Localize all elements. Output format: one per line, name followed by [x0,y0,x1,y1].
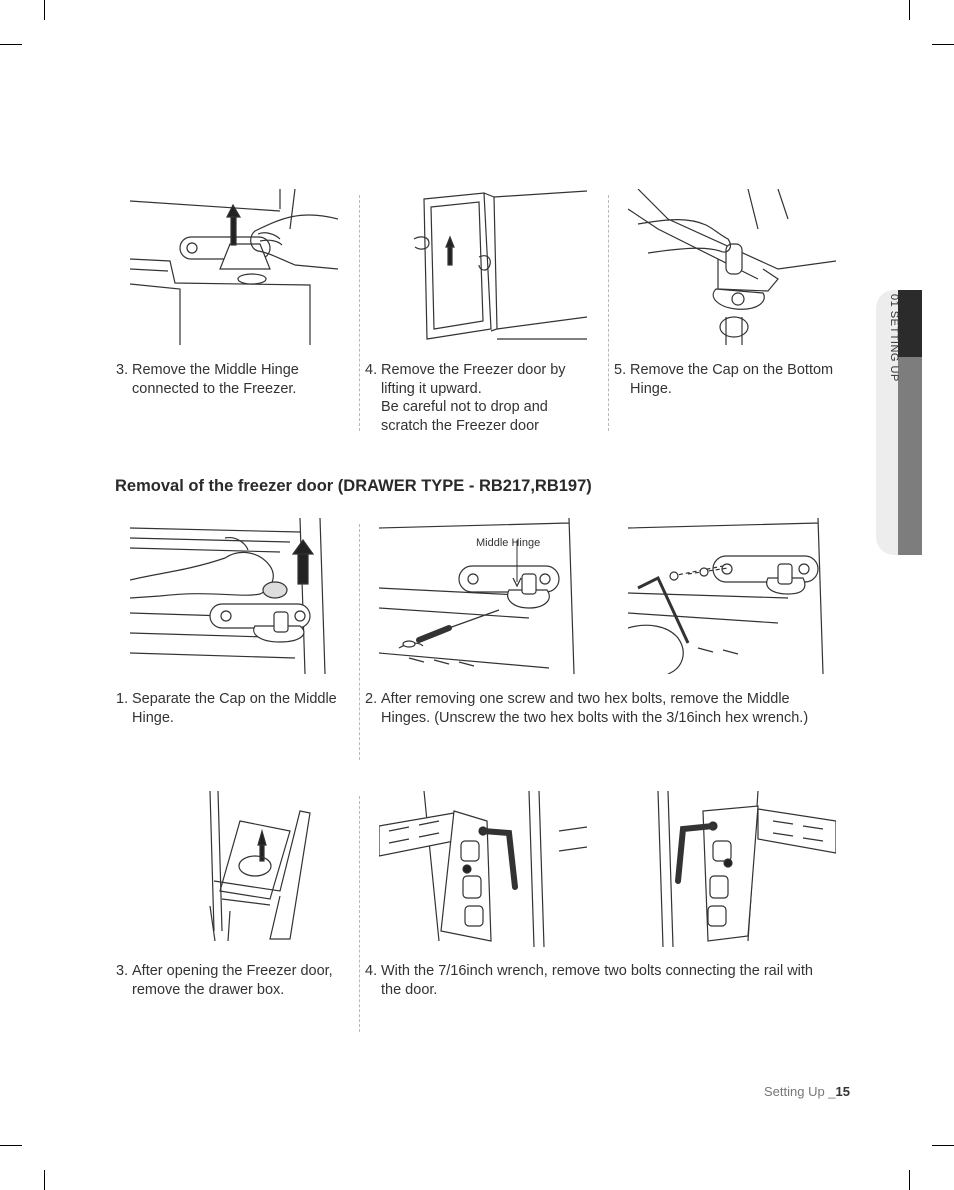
step-number: 3. [116,362,129,378]
page-footer [764,1084,850,1099]
column-divider [359,796,360,1032]
step-text: With the 7/16inch wrench, remove two bolts connecting the rail with the door. [381,963,813,998]
figure-rail-bolts-right [628,791,836,947]
top-step-5 [614,361,854,398]
figure-hex-wrench-bolts [628,518,836,674]
step-number: 5. [614,362,627,378]
side-tab-grey-bar [898,357,922,555]
section-title: Removal of the freezer door (DRAWER TYPE - RB217,RB197) [115,477,592,495]
figure-lift-freezer-door [379,189,587,345]
step-text: After removing one screw and two hex bolts, remove the Middle Hinges. (Unscrew the two hex bolts with the 3/16inch hex wrench.) [381,691,809,726]
step-number: 1. [116,691,129,707]
step-number: 4. [365,963,378,979]
page-number: 15 [835,1084,850,1099]
top-step-4 [365,361,595,435]
drawer-step-1 [116,690,351,727]
step-number: 2. [365,691,378,707]
drawer-step-4 [365,962,845,999]
side-tab-label: 01 SETTING UP [888,294,900,382]
figure-remove-drawer-box [130,791,338,947]
footer-section: Setting Up _ [763,1084,836,1099]
step-number: 4. [365,362,378,378]
side-tab-dark-bar [898,290,922,357]
column-divider [608,195,609,431]
step-number: 3. [116,963,129,979]
crop-mark [44,1170,45,1190]
column-divider [359,195,360,431]
figure-remove-bottom-cap [628,189,836,345]
step-text: Remove the Freezer door by lifting it upward. Be careful not to drop and scratch the Freezer door [381,362,566,434]
drawer-step-2 [365,690,845,727]
drawer-step-3 [116,962,351,999]
crop-mark [932,1145,954,1146]
figure-remove-middle-hinge [130,189,338,345]
crop-mark [44,0,45,20]
section-side-tab [876,290,922,555]
figure-rail-bolts-left [379,791,587,947]
figure-separate-cap [130,518,338,674]
crop-mark [909,0,910,20]
step-text: After opening the Freezer door, remove the drawer box. [132,963,333,998]
step-text: Remove the Middle Hinge connected to the Freezer. [132,362,299,397]
crop-mark [932,44,954,45]
top-step-3 [116,361,346,398]
crop-mark [0,1145,22,1146]
step-text: Remove the Cap on the Bottom Hinge. [630,362,834,397]
step-text: Separate the Cap on the Middle Hinge. [132,691,337,726]
crop-mark [0,44,22,45]
column-divider [359,524,360,760]
crop-mark [909,1170,910,1190]
middle-hinge-label: Middle Hinge [476,537,541,549]
